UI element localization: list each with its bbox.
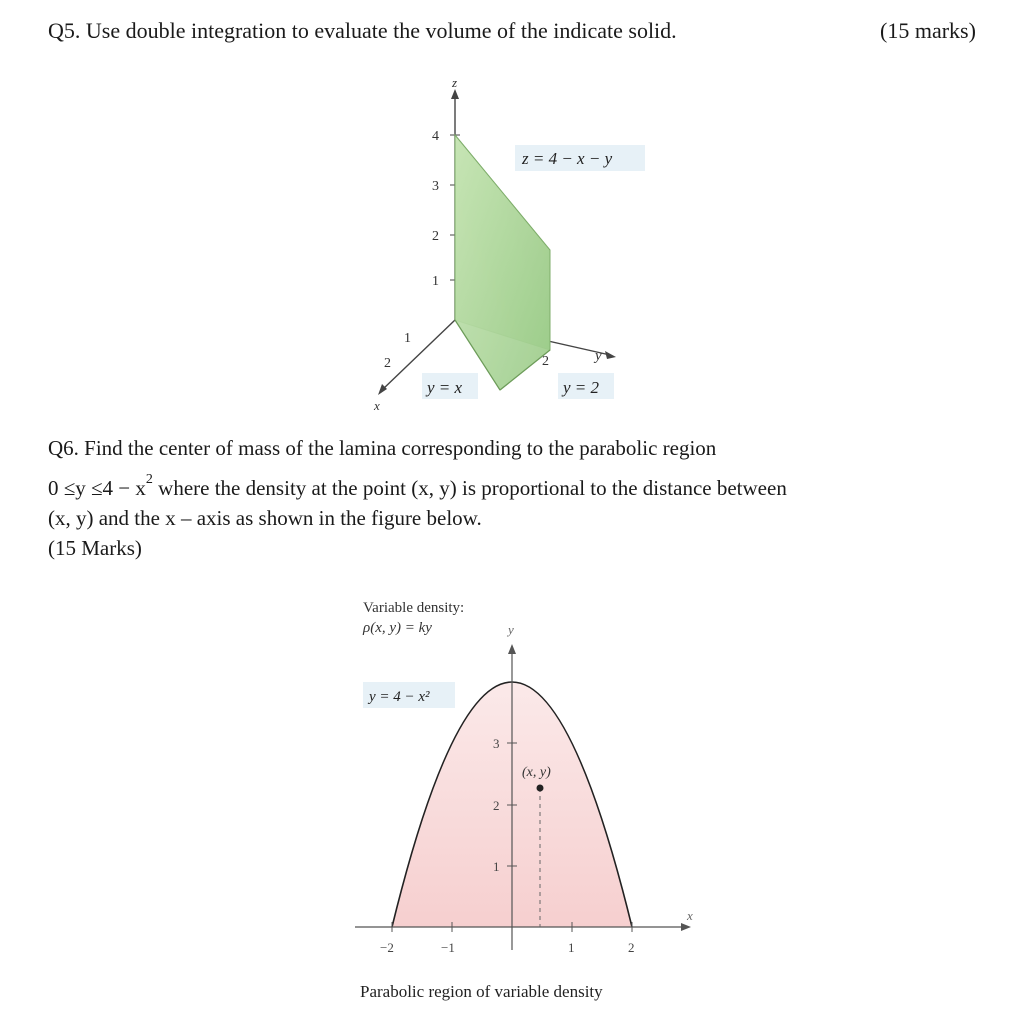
q5-yx-label: y = x bbox=[427, 378, 463, 397]
q6-parabola-figure bbox=[345, 590, 705, 1010]
q5-y2-label: y = 2 bbox=[563, 378, 600, 397]
q6-y-tick-3: 3 bbox=[493, 736, 500, 751]
q5-z-tick-1: 1 bbox=[432, 274, 439, 289]
q5-plane-label: z = 4 − x − y bbox=[522, 149, 613, 168]
q5-x-tick-2: 2 bbox=[384, 356, 391, 371]
q6-x-tick-neg1: −1 bbox=[441, 940, 455, 955]
q5-x-axis-label: x bbox=[374, 398, 380, 413]
q6-inequality-suffix: where the density at the point (x, y) is proportional to the distance between bbox=[152, 476, 787, 500]
q6-question-line-2 bbox=[48, 472, 787, 501]
q5-question-text: Q5. Use double integration to evaluate the volume of the indicate solid. bbox=[48, 18, 677, 43]
q5-z-axis-label: z bbox=[452, 75, 458, 90]
q6-curve-label: y = 4 − x² bbox=[369, 689, 430, 705]
q6-x-tick-1: 1 bbox=[568, 940, 575, 955]
q5-z-tick-4: 4 bbox=[432, 129, 439, 144]
q6-x-tick-neg2: −2 bbox=[380, 940, 394, 955]
q5-z-tick-3: 3 bbox=[432, 179, 439, 194]
q6-inequality-exponent: 2 bbox=[145, 472, 153, 487]
q6-point-label: (x, y) bbox=[522, 765, 551, 780]
q6-question-line-3: (x, y) and the x – axis as shown in the figure below. bbox=[48, 506, 482, 530]
q5-marks: (15 marks) bbox=[880, 18, 976, 43]
q6-marks: (15 Marks) bbox=[48, 536, 142, 560]
q6-x-axis-label: x bbox=[687, 908, 693, 923]
q6-y-tick-2: 2 bbox=[493, 798, 500, 813]
q6-x-tick-2: 2 bbox=[628, 940, 635, 955]
q6-density-title: Variable density: bbox=[363, 600, 465, 616]
q6-figure-caption: Parabolic region of variable density bbox=[360, 982, 603, 1001]
q6-density-formula: ρ(x, y) = ky bbox=[363, 620, 432, 636]
q6-question-line-1: Q6. Find the center of mass of the lamina corresponding to the parabolic region bbox=[48, 436, 717, 460]
q5-x-tick-1: 1 bbox=[404, 331, 411, 346]
q5-z-tick-2: 2 bbox=[432, 229, 439, 244]
q6-y-tick-1: 1 bbox=[493, 859, 500, 874]
q6-y-axis-label: y bbox=[508, 622, 514, 637]
q5-solid-figure bbox=[360, 75, 700, 415]
q5-y-axis-label: y bbox=[595, 348, 602, 364]
q6-inequality-prefix: 0 ≤y ≤4 − x bbox=[48, 476, 146, 500]
q5-solid-front-face bbox=[455, 135, 550, 390]
q5-y-tick-2: 2 bbox=[542, 354, 549, 369]
q6-point-marker bbox=[537, 785, 544, 792]
